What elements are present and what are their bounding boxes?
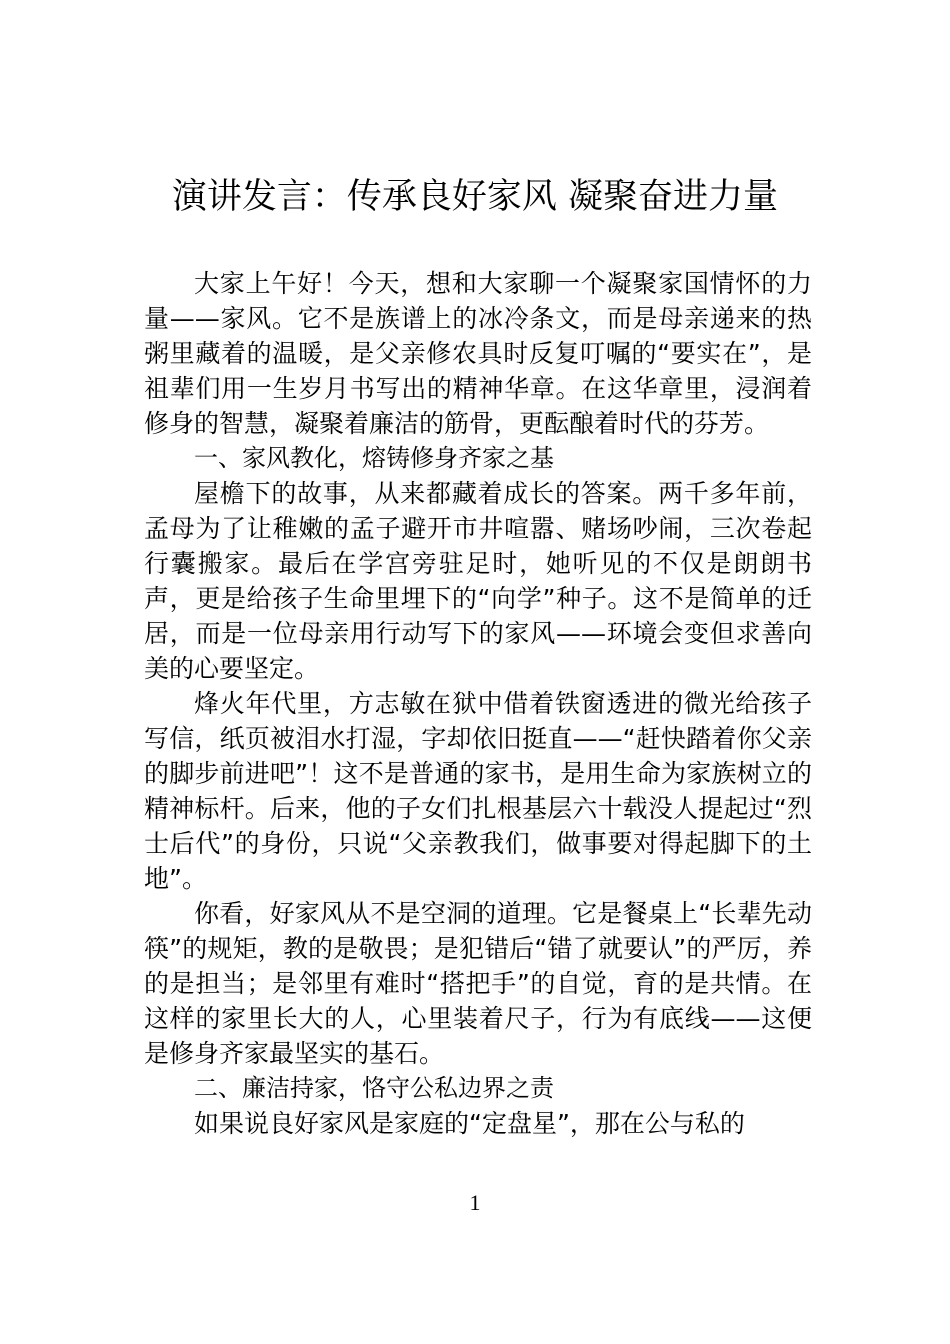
document-title: 演讲发言：传承良好家风 凝聚奋进力量 — [171, 177, 779, 217]
section-heading-2: 二、廉洁持家，恪守公私边界之责 — [194, 1074, 554, 1102]
paragraph-mencius: 屋檐下的故事，从来都藏着成长的答案。两千多年前，孟母为了让稚嫩的孟子避开市井喧嚣、赌场吵闹，三次卷起行囊搬家。最后在学宫旁驻足时，她听见的不仅是朗朗书声，更是给孩子生命里埋下的“向学”种子。这不是简单的迁居，而是一位母亲用行动写下的家风——环境会变但求善向美的心要坚定。 — [144, 479, 812, 683]
page-number: 1 — [469, 1190, 481, 1215]
document-body — [144, 266, 812, 1141]
paragraph-intro: 大家上午好！今天，想和大家聊一个凝聚家国情怀的力量——家风。它不是族谱上的冰冷条文，而是母亲递来的热粥里藏着的温暖，是父亲修农具时反复叮嘱的“要实在”，是祖辈们用一生岁月书写出的精神华章。在这华章里，浸润着修身的智慧，凝聚着廉洁的筋骨，更酝酿着时代的芬芳。 — [144, 269, 812, 438]
paragraph-integrity: 如果说良好家风是家庭的“定盘星”，那在公与私的 — [194, 1109, 745, 1138]
paragraph-family-values: 你看，好家风从不是空洞的道理。它是餐桌上“长辈先动筷”的规矩，教的是敬畏；是犯错后“错了就要认”的严厉，养的是担当；是邻里有难时“搭把手”的自觉，育的是共情。在这样的家里长大的人，心里装着尺子，行为有底线——这便是修身齐家最坚实的基石。 — [144, 899, 812, 1068]
section-heading-1: 一、家风教化，熔铸修身齐家之基 — [194, 444, 554, 472]
paragraph-fang-zhimin: 烽火年代里，方志敏在狱中借着铁窗透进的微光给孩子写信，纸页被泪水打湿，字却依旧挺直——“赶快踏着你父亲的脚步前进吧”！这不是普通的家书，是用生命为家族树立的精神标杆。后来，他的子女们扎根基层六十载没人提起过“烈士后代”的身份，只说“父亲教我们，做事要对得起脚下的土地”。 — [144, 689, 812, 893]
